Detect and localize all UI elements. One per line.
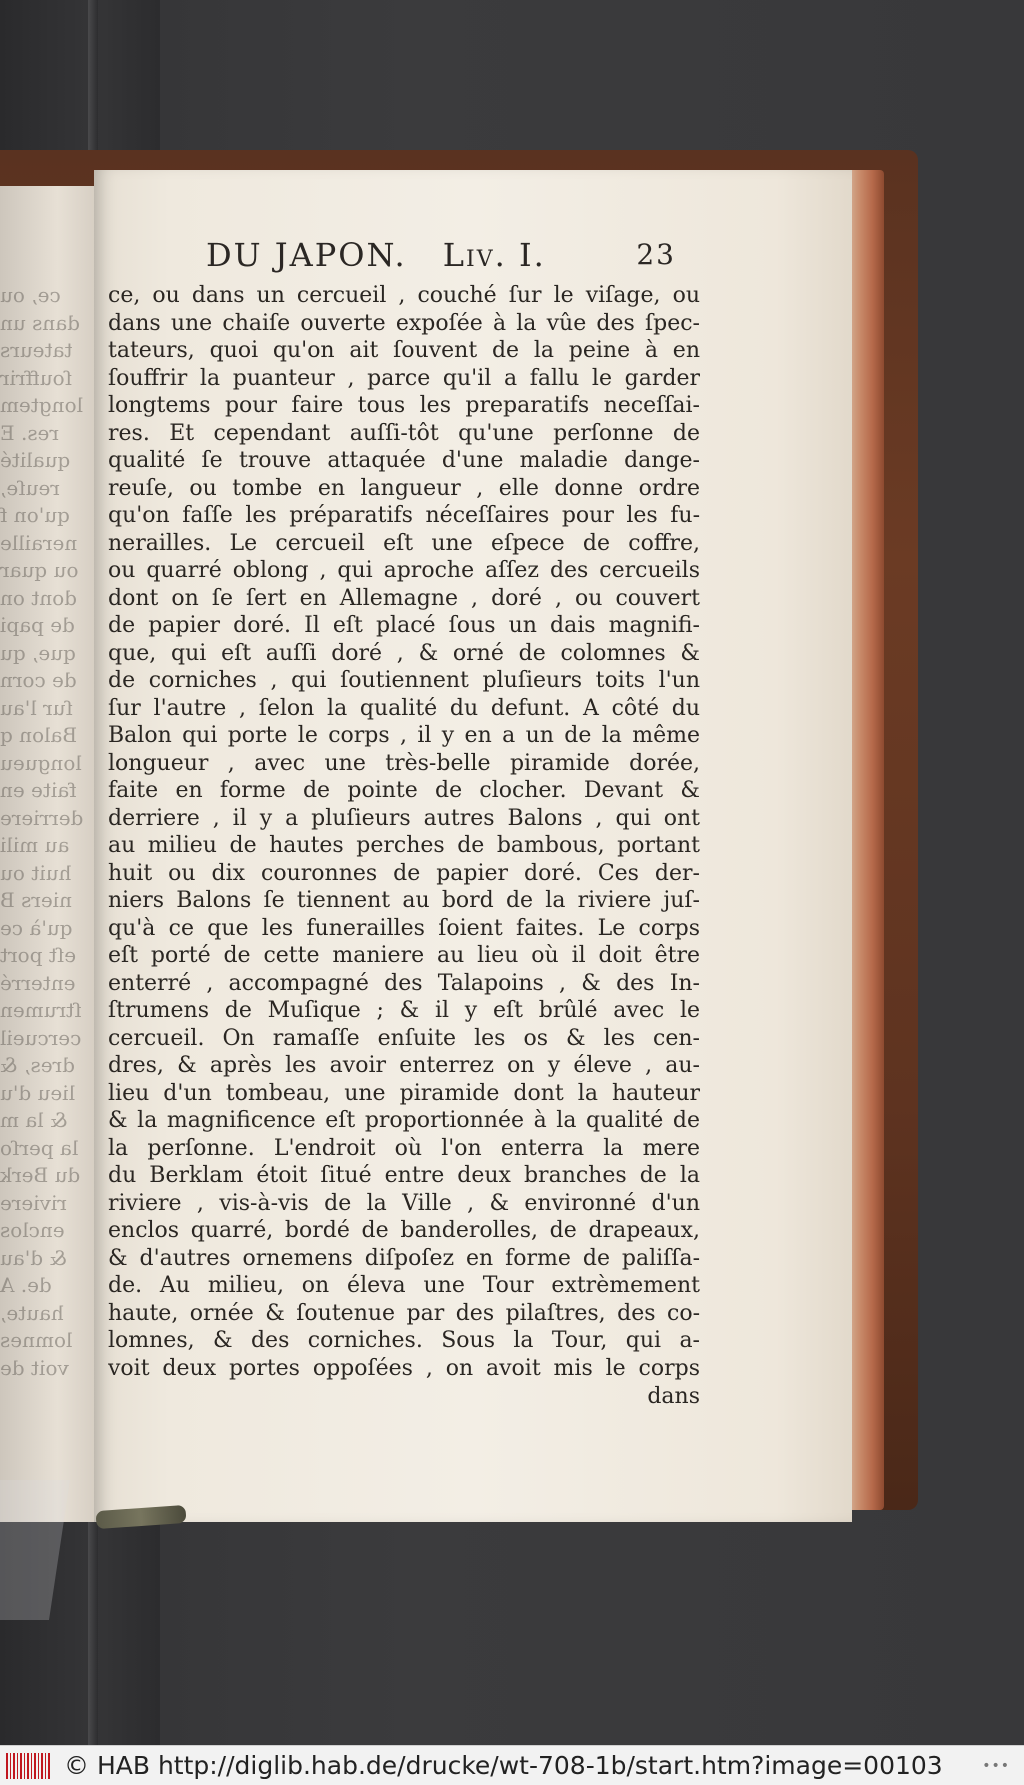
status-bar <box>0 1745 1024 1785</box>
text-line: ce, ou dans un cercueil , couché ſur le viſage, ou <box>108 283 700 308</box>
ghost-line: derriere <box>0 805 84 830</box>
copyright-credit: © HAB http://diglib.hab.de/drucke/wt-708-1b/start.htm?image=00103 <box>64 1751 943 1780</box>
text-line: longueur , avec une très-belle piramide dorée, <box>108 750 700 776</box>
body-text <box>108 282 700 1382</box>
text-line: du Berklam étoit ſitué entre deux branches de la <box>108 1163 700 1188</box>
ghost-line: cercueil <box>0 1025 82 1050</box>
ghost-line: ce, ou <box>0 283 61 307</box>
text-line: longtems pour faire tous les preparatifs neceſſai- <box>108 393 700 418</box>
ghost-line: ou quar <box>0 558 79 582</box>
text-line: cercueil. On ramaſſe enſuite les os & les cen- <box>108 1025 700 1051</box>
text-line: res. Et cependant auſſi-tôt qu'une perſonne de <box>108 420 700 446</box>
ghost-line: lomnes <box>0 1328 73 1352</box>
text-line: nerailles. Le cercueil eſt une eſpece de coffre, <box>108 530 700 556</box>
ghost-line: haute, <box>0 1300 64 1325</box>
ghost-line: au mili <box>0 833 70 857</box>
ghost-line: du Berk <box>0 1163 81 1187</box>
ghost-line: Balon q <box>0 723 78 747</box>
text-line: & d'autres ornemens diſpoſez en forme de paliſſa- <box>108 1245 700 1271</box>
ghost-line: huit ou <box>0 860 72 885</box>
running-head <box>110 236 700 274</box>
text-line: faite en forme de pointe de clocher. Devant & <box>108 778 700 803</box>
ghost-line: tateurs <box>0 338 73 362</box>
hab-logo-icon <box>6 1753 50 1779</box>
text-line: qu'à ce que les funerailles ſoient faites. Le corps <box>108 915 700 941</box>
text-line: lomnes, & des corniches. Sous la Tour, qui a- <box>108 1328 700 1353</box>
text-line: niers Balons ſe tiennent au bord de la riviere juſ- <box>108 888 700 913</box>
ghost-line: longueu <box>0 750 82 775</box>
ghost-line: faite en <box>0 778 77 802</box>
text-line: eſt porté de cette maniere au lieu où il doit être <box>108 943 700 968</box>
text-line: au milieu de hautes perches de bambous, portant <box>108 833 700 858</box>
ghost-line: ſouffrir <box>0 365 73 390</box>
ghost-line: lieu d'u <box>0 1080 76 1105</box>
text-line: ſur l'autre , ſelon la qualité du defunt. A côté du <box>108 695 700 721</box>
ghost-line: niers B <box>0 888 72 912</box>
left-page-ghost-text <box>0 282 90 1402</box>
ghost-line: dres, & <box>0 1053 75 1077</box>
ghost-line: de. A <box>0 1273 52 1297</box>
text-line: Balon qui porte le corps , il y en a un de la même <box>108 723 700 748</box>
ghost-line: res. E <box>0 420 59 445</box>
ghost-line: dont on <box>0 585 78 610</box>
ghost-line: reuſe, <box>0 475 60 500</box>
text-line: lieu d'un tombeau, une piramide dont la hauteur <box>108 1080 700 1106</box>
ghost-line: ſtrumen <box>0 998 82 1022</box>
text-line: huit ou dix couronnes de papier doré. Ces der- <box>108 860 700 886</box>
ghost-line: de corn <box>0 668 77 692</box>
text-line: ou quarré oblong , qui aproche aſſez des cercueils <box>108 558 700 583</box>
text-line: qualité ſe trouve attaquée d'une maladie dange- <box>108 448 700 473</box>
ghost-line: qualité <box>0 448 71 472</box>
text-line: de corniches , qui ſoutiennent pluſieurs toits l'un <box>108 668 700 693</box>
catchword: dans <box>647 1384 700 1409</box>
text-line: riviere , vis-à-vis de la Ville , & environné d'un <box>108 1190 700 1216</box>
text-line: ſouffrir la puanteur , parce qu'il a fallu le garder <box>108 365 700 391</box>
text-line: tateurs, quoi qu'on ait ſouvent de la peine à en <box>108 338 700 363</box>
text-line: voit deux portes oppoſées , on avoit mis le corps <box>108 1355 700 1381</box>
text-line: derriere , il y a pluſieurs autres Balons , qui ont <box>108 805 700 831</box>
page-number: 23 <box>636 238 676 271</box>
text-line: dres, & après les avoir enterrez on y éleve , au- <box>108 1053 700 1078</box>
text-line: haute, ornée & ſoutenue par des pilaſtres, des co- <box>108 1300 700 1326</box>
ghost-line: riviere <box>0 1190 67 1215</box>
text-line: de papier doré. Il eſt placé ſous un dais magnifi- <box>108 613 700 638</box>
text-line: dont on ſe ſert en Allemagne , doré , ou couvert <box>108 585 700 611</box>
ghost-line: enclos <box>0 1218 65 1242</box>
ghost-line: que, qu <box>0 640 76 665</box>
ghost-line: dans un <box>0 310 80 335</box>
text-line: que, qui eſt auſſi doré , & orné de colomnes & <box>108 640 700 666</box>
text-line: de. Au milieu, on éleva une Tour extrèmement <box>108 1273 700 1298</box>
ghost-line: enterré <box>0 970 76 995</box>
ghost-line: qu'on f <box>0 503 70 527</box>
ghost-line: de papi <box>0 613 75 637</box>
ghost-line: voit de <box>0 1355 69 1380</box>
text-line: qu'on faſſe les préparatifs néceſſaires pour les fu- <box>108 503 700 528</box>
text-line: enclos quarré, bordé de banderolles, de drapeaux, <box>108 1218 700 1243</box>
text-line: dans une chaiſe ouverte expoſée à la vûe des ſpec- <box>108 310 700 336</box>
text-line: ſtrumens de Muſique ; & il y eſt brûlé avec le <box>108 998 700 1023</box>
ghost-line: longtem <box>0 393 83 417</box>
running-head-title: DU JAPON. <box>206 236 407 274</box>
more-icon[interactable]: ••• <box>982 1757 1010 1774</box>
ghost-line: la perſo <box>0 1135 79 1160</box>
ghost-line: eſt port <box>0 943 77 967</box>
ghost-line: qu'à ce <box>0 915 73 940</box>
running-head-book: Liv. I. <box>442 236 546 274</box>
text-line: la perſonne. L'endroit où l'on enterra la mere <box>108 1135 700 1161</box>
text-line: reuſe, ou tombe en langueur , elle donne ordre <box>108 475 700 501</box>
text-line: & la magnificence eſt proportionnée à la qualité de <box>108 1108 700 1133</box>
ghost-line: & d'au <box>0 1245 68 1270</box>
ghost-line: neraille <box>0 530 78 555</box>
text-line: enterré , accompagné des Talapoins , & des In- <box>108 970 700 996</box>
ghost-line: ſur l'au <box>0 695 73 720</box>
ghost-line: & la m <box>0 1108 68 1132</box>
